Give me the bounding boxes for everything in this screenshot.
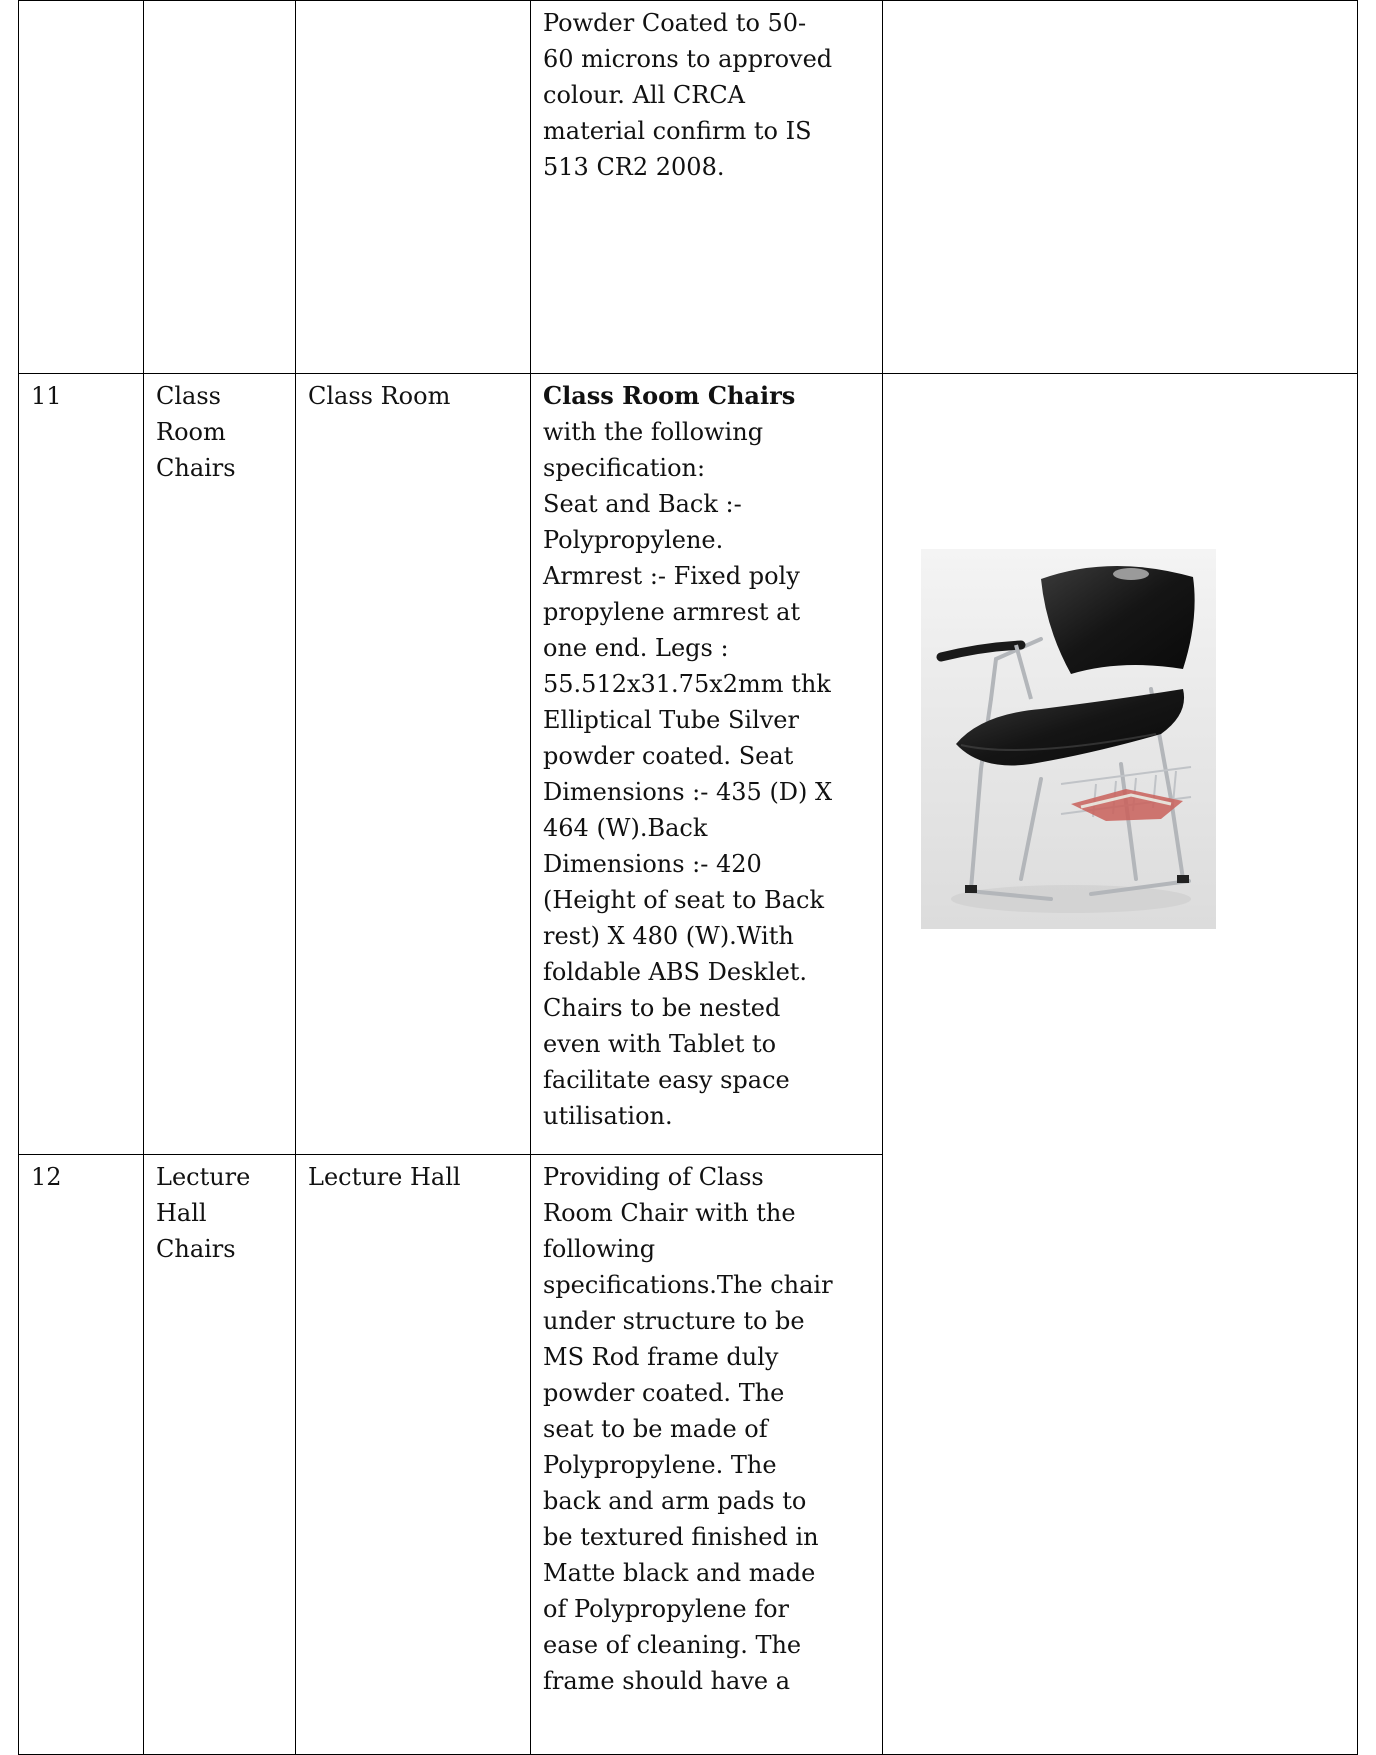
table-row [19, 1, 1358, 374]
item-cell [144, 1, 296, 374]
location-cell [296, 1155, 531, 1755]
location-name: Class Room [308, 382, 451, 410]
item-cell [144, 1155, 296, 1755]
item-cell [144, 374, 296, 1155]
sl-cell [19, 1, 144, 374]
spec-text: Powder Coated to 50- 60 microns to approved colour. All CRCA material confirm to IS 513 CR2 2008. [543, 9, 833, 181]
spec-cell [531, 374, 883, 1155]
sl-cell [19, 374, 144, 1155]
sl-number: 11 [31, 382, 62, 410]
image-cell [883, 1, 1358, 374]
sl-number: 12 [31, 1163, 62, 1191]
item-name: Lecture Hall Chairs [156, 1163, 251, 1263]
spec-cell [531, 1, 883, 374]
stacking-chair-photo [921, 549, 1216, 929]
location-cell [296, 1, 531, 374]
sl-cell [19, 1155, 144, 1755]
spec-heading: Class Room Chairs [543, 381, 796, 410]
image-cell [883, 374, 1358, 1755]
item-name: Class Room Chairs [156, 382, 236, 482]
spec-text: Providing of Class Room Chair with the following specifications.The chair under structure to be MS Rod frame duly powder coated. The seat to be made of Polypropylene. The back and arm pads to be textured finished in Matte black and made of Polypropylene for ease of cleaning. The frame should have a [543, 1163, 833, 1695]
spec-cell [531, 1155, 883, 1755]
specification-table [18, 0, 1358, 1755]
location-cell [296, 374, 531, 1155]
table-row [19, 374, 1358, 1155]
location-name: Lecture Hall [308, 1163, 461, 1191]
spec-text: with the following specification: Seat and Back :- Polypropylene. Armrest :- Fixed poly propylene armrest at one end. Legs : 55.512x31.75x2mm thk Elliptical Tube Silver powder coated. Seat Dimensions :- 435 (D) X 464 (W).Back Dimensions :- 420 (Height of seat to Back rest) X 480 (W).With foldable ABS Desklet. Chairs to be nested even with Tablet to facilitate easy space utilisation. [543, 418, 833, 1130]
